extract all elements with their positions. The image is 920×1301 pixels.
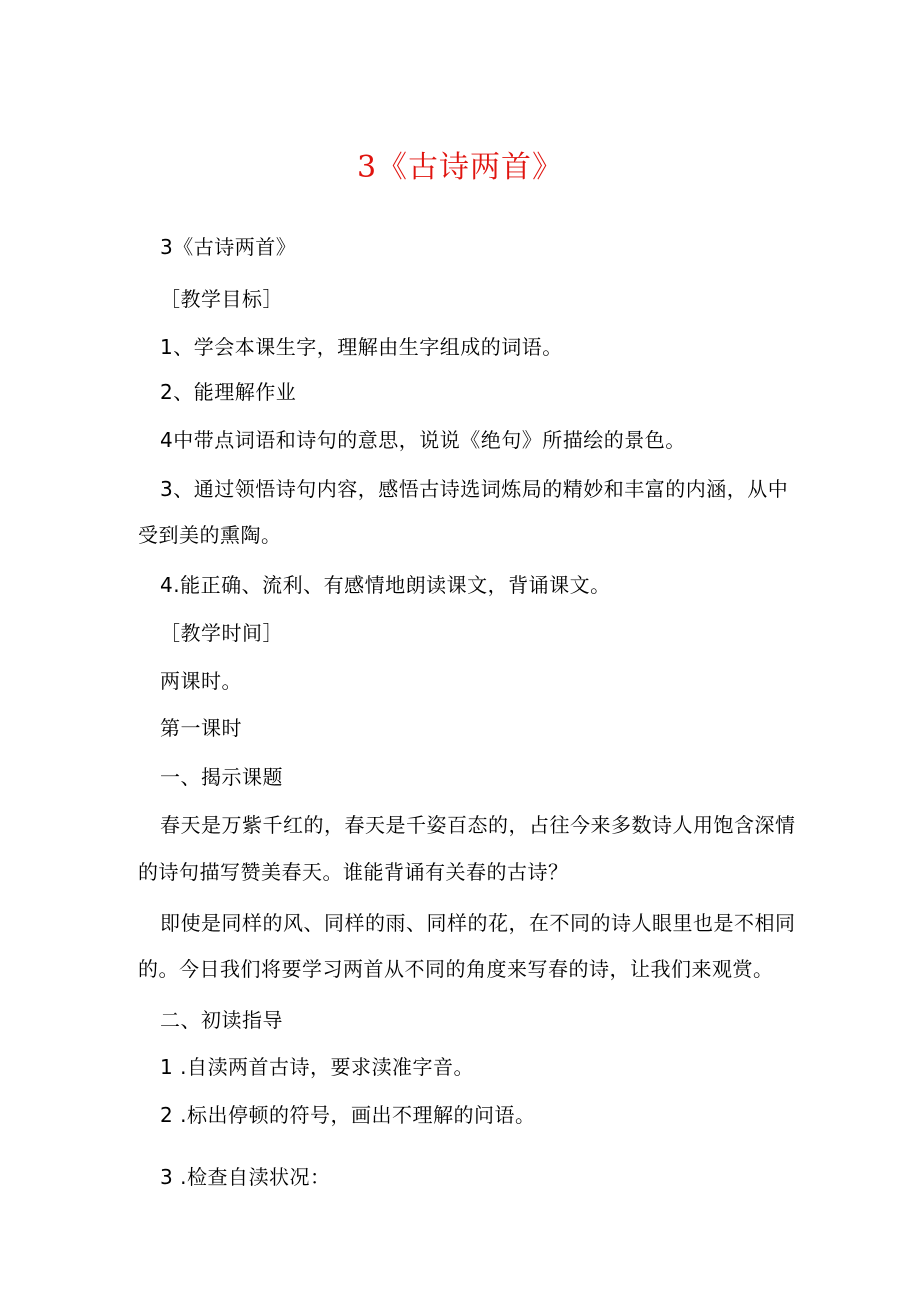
goal-item-2: 2、能理解作业 <box>160 380 297 404</box>
page-title: 3《古诗两首》 <box>356 150 564 185</box>
reading-step-3: 3 .检查自渎状况： <box>160 1165 331 1189</box>
paragraph-spring-1: 春天是万紫千红的，春天是千姿百态的，占往今来多数诗人用饱含深情 <box>160 813 796 837</box>
paragraph-spring-2: 即使是同样的风、同样的雨、同样的花，在不同的诗人眼里也是不相同 <box>160 911 796 935</box>
goal-item-3: 3、通过领悟诗句内容，感悟古诗选词炼局的精妙和丰富的内涵，从中 <box>160 477 789 501</box>
goal-item-2-continued: 4中带点词语和诗句的意思，说说《绝句》所描绘的景色。 <box>160 428 686 452</box>
goal-item-3-continued: 受到美的熏陶。 <box>138 523 282 547</box>
section-first-reading: 二、初读指导 <box>160 1008 283 1032</box>
reading-step-2: 2 .标出停顿的符号，画出不理解的问语。 <box>160 1103 536 1127</box>
section-teaching-goals: ［教学目标］ <box>160 287 283 311</box>
paragraph-spring-1-continued: 的诗句描写赞美春天。谁能背诵有关春的古诗？ <box>138 860 569 884</box>
reading-step-1: 1 .自渎两首古诗，要求渎准字音。 <box>160 1055 474 1079</box>
section-teaching-time: ［教学时间］ <box>160 621 283 645</box>
lesson-heading: 3《古诗两首》 <box>160 235 297 259</box>
goal-item-4: 4.能正确、流利、有感情地朗读课文，背诵课文。 <box>160 573 611 597</box>
section-reveal-topic: 一、揭示课题 <box>160 765 283 789</box>
first-lesson-heading: 第一课时 <box>160 716 242 740</box>
goal-item-1: 1、学会本课生字，理解由生字组成的词语。 <box>160 335 563 359</box>
teaching-time-value: 两课时。 <box>160 669 242 693</box>
paragraph-spring-2-continued: 的。今日我们将要学习两首从不同的角度来写春的诗，让我们来观赏。 <box>138 957 774 981</box>
